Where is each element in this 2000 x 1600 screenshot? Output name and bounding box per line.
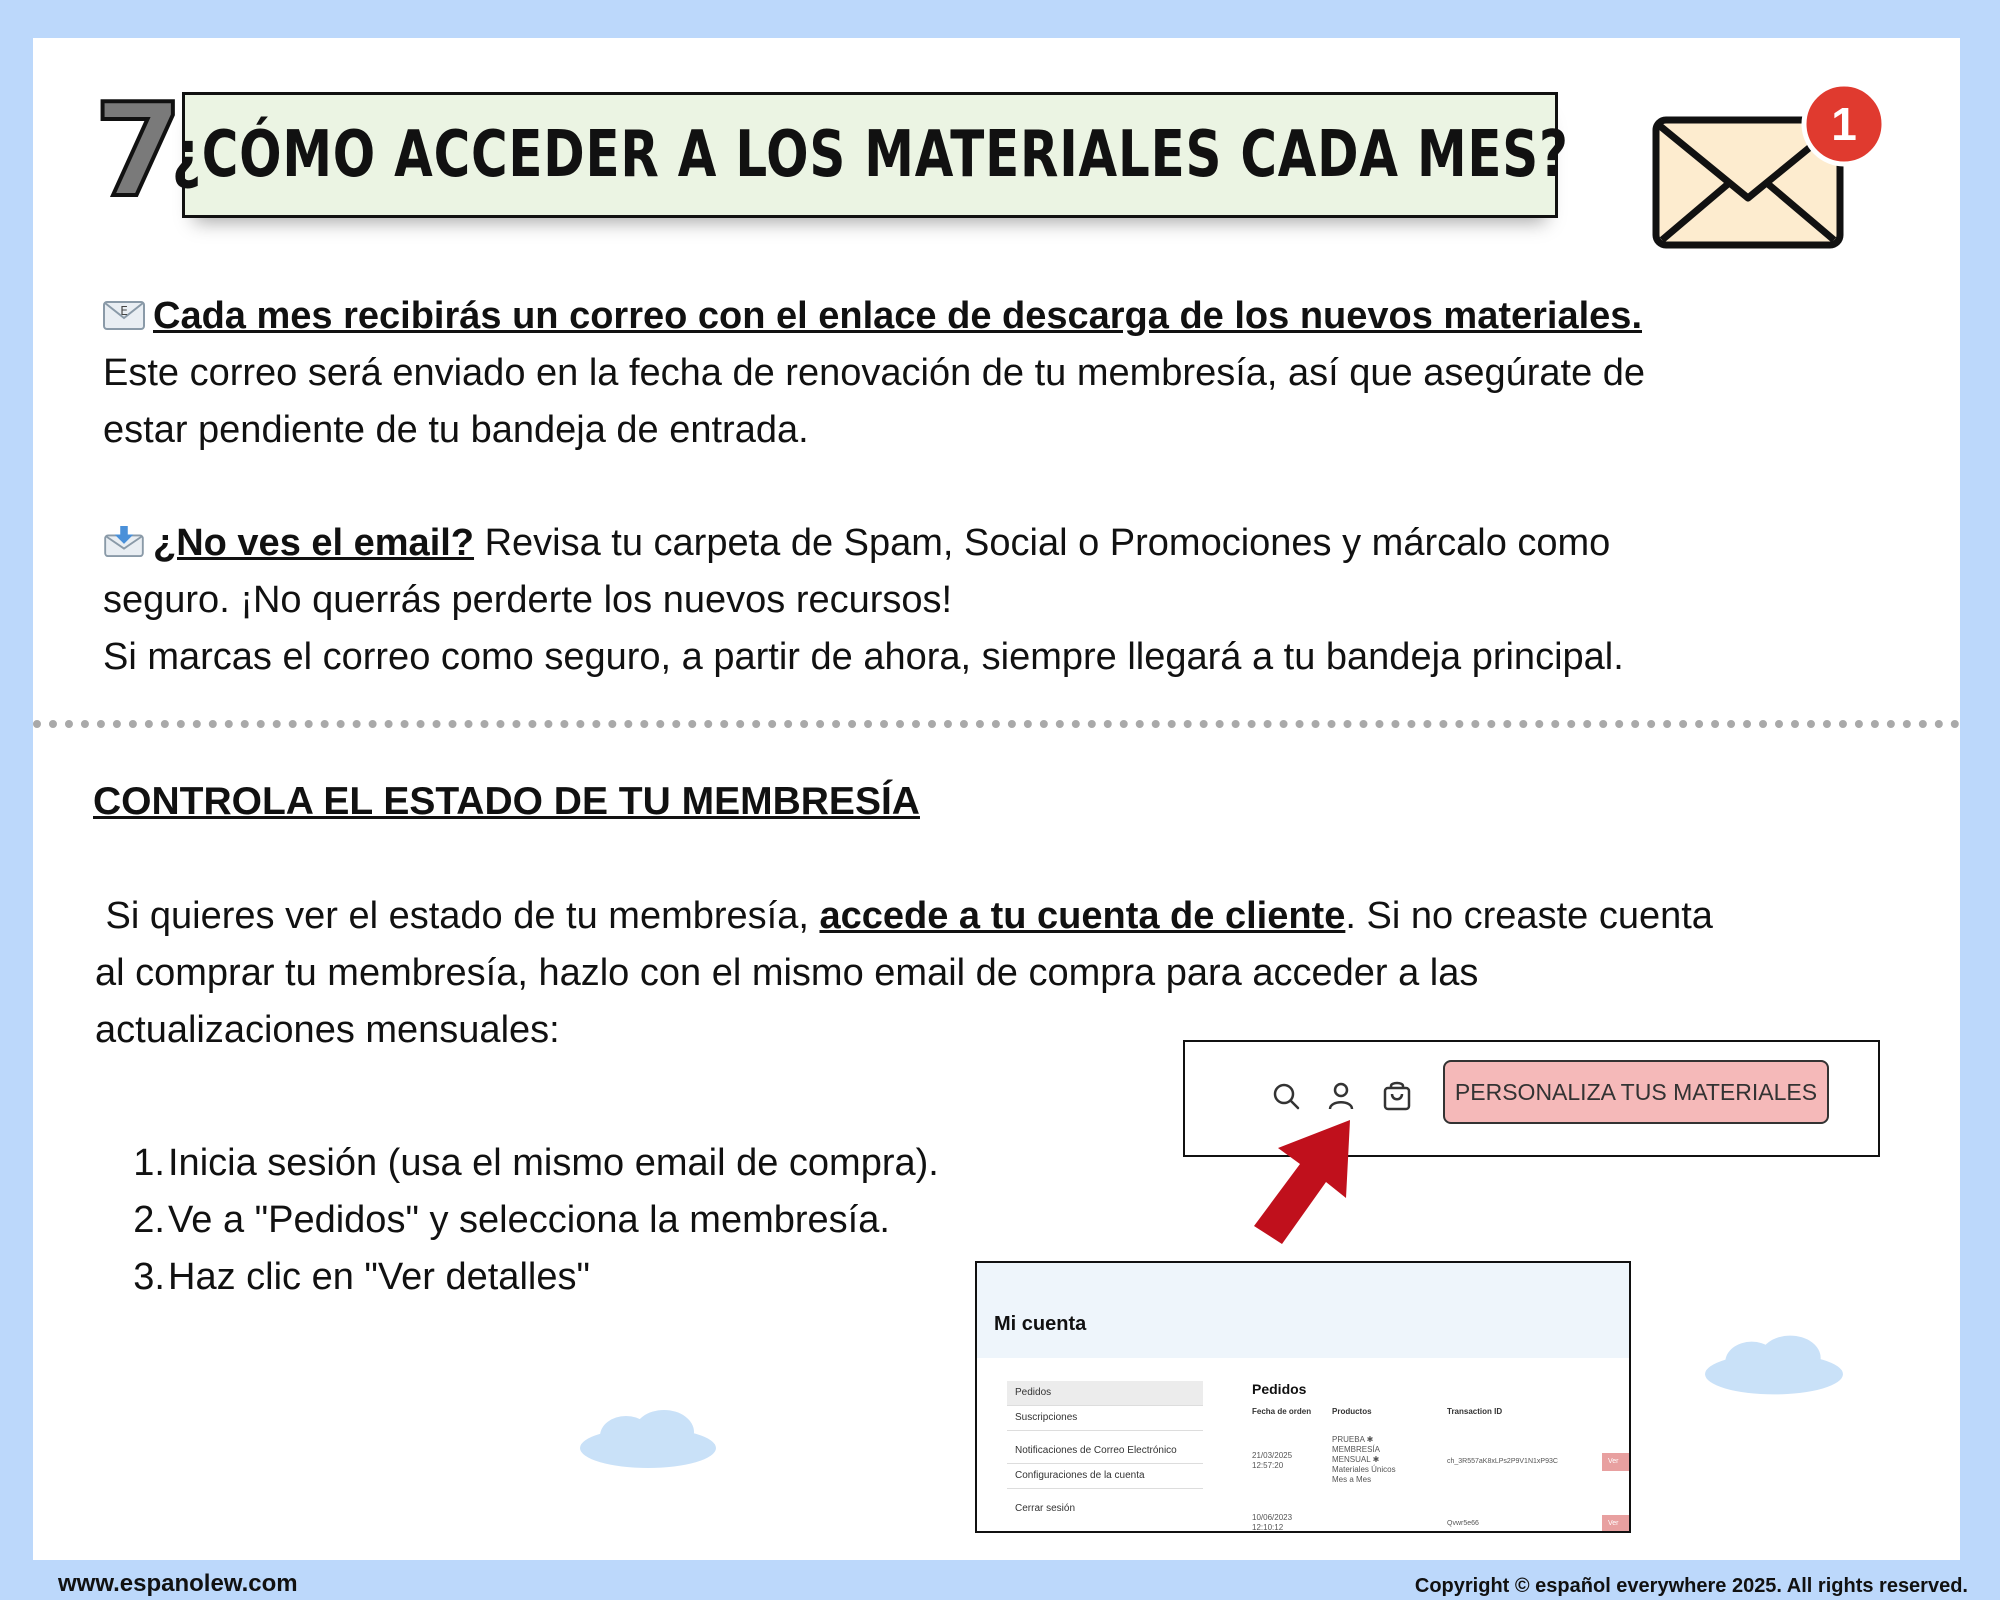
personaliza-materiales-button[interactable]: PERSONALIZA TUS MATERIALES (1443, 1060, 1829, 1124)
sidebar-item-configuraciones[interactable]: Configuraciones de la cuenta (1007, 1464, 1203, 1489)
order-products: PRUEBA ✱ MEMBRESÍA MENSUAL ✱ Materiales Únicos Mes a Mes (1332, 1435, 1396, 1484)
spam-info-line1: Revisa tu carpeta de Spam, Social o Promociones y márcalo como (474, 522, 1611, 564)
list-item: 1. Inicia sesión (usa el mismo email de compra). (133, 1142, 939, 1184)
steps-list (120, 1135, 939, 1306)
spam-info-heading: ¿No ves el email? (153, 522, 475, 564)
transaction-id: Qvwr5e66 (1447, 1520, 1479, 1527)
table-row[interactable]: 21/03/2025 12:57:20 (1252, 1451, 1293, 1470)
search-icon[interactable] (1270, 1080, 1302, 1112)
spam-info-paragraph (103, 515, 1624, 686)
copyright-text: Copyright © español everywhere 2025. All rights reserved. (1414, 1575, 1968, 1597)
notification-count: 1 (1831, 98, 1857, 150)
sidebar-item-notificaciones[interactable]: Notificaciones de Correo Electrónico (1007, 1439, 1203, 1464)
cart-icon[interactable] (1381, 1080, 1413, 1112)
intro-line2: al comprar tu membresía, hazlo con el mismo email de compra para acceder a las (95, 952, 1479, 994)
user-icon[interactable] (1325, 1080, 1357, 1112)
cloud-icon (578, 1410, 718, 1470)
email-info-heading: Cada mes recibirás un correo con el enlace de descarga de los nuevos materiales. (153, 295, 1642, 337)
dotted-divider (33, 720, 1960, 728)
account-sidebar (1007, 1381, 1203, 1521)
intro-line3: actualizaciones mensuales: (95, 1009, 560, 1051)
inbox-download-icon (103, 526, 145, 558)
envelope-notification-icon (1650, 80, 1890, 260)
section-title: CONTROLA EL ESTADO DE TU MEMBRESÍA (93, 780, 920, 823)
list-item: 3. Haz clic en "Ver detalles" (133, 1256, 590, 1298)
red-arrow-icon (1250, 1120, 1360, 1250)
transaction-id: ch_3R557aK8xLPs2P9V1N1xP93C (1447, 1458, 1558, 1465)
cloud-icon (1703, 1335, 1845, 1397)
email-info-paragraph (103, 288, 1645, 459)
spam-info-line2: seguro. ¡No querrás perderte los nuevos recursos! (103, 579, 953, 621)
col-productos: Productos (1332, 1407, 1372, 1416)
website-url[interactable]: www.espanolew.com (58, 1570, 298, 1597)
intro-start: Si quieres ver el estado de tu membresía, (95, 895, 820, 937)
page-title: ¿CÓMO ACCEDER A LOS MATERIALES CADA MES? (171, 118, 1569, 192)
account-page-screenshot (975, 1261, 1631, 1533)
ver-button[interactable]: Ver (1602, 1515, 1631, 1533)
step-number: 7 (94, 77, 180, 226)
account-intro-paragraph (95, 888, 1713, 1059)
title-box (171, 92, 1569, 218)
col-transaction: Transaction ID (1447, 1407, 1503, 1416)
email-info-line2: estar pendiente de tu bandeja de entrada. (103, 409, 809, 451)
col-fecha: Fecha de orden (1252, 1407, 1312, 1416)
sidebar-item-cerrar-sesion[interactable]: Cerrar sesión (1015, 1503, 1076, 1514)
list-item: 2. Ve a "Pedidos" y selecciona la membresía. (133, 1199, 890, 1241)
account-header-bar (977, 1263, 1629, 1358)
account-title: Mi cuenta (994, 1313, 1087, 1335)
email-info-line1: Este correo será enviado en la fecha de renovación de tu membresía, así que asegúrate de (103, 352, 1646, 394)
customer-account-link[interactable]: accede a tu cuenta de cliente (819, 895, 1346, 937)
envelope-e-icon (103, 299, 145, 331)
sidebar-item-suscripciones[interactable]: Suscripciones (1007, 1406, 1203, 1431)
orders-title: Pedidos (1252, 1381, 1307, 1397)
sidebar-item-pedidos[interactable]: Pedidos (1007, 1381, 1203, 1406)
ver-button[interactable]: Ver (1602, 1453, 1631, 1471)
intro-end: . Si no creaste cuenta (1345, 895, 1713, 937)
svg-text:E: E (120, 304, 128, 318)
spam-info-line3: Si marcas el correo como seguro, a partir de ahora, siempre llegará a tu bandeja principal. (103, 636, 1624, 678)
table-row[interactable]: 10/06/2023 12:10:12 (1252, 1513, 1293, 1532)
